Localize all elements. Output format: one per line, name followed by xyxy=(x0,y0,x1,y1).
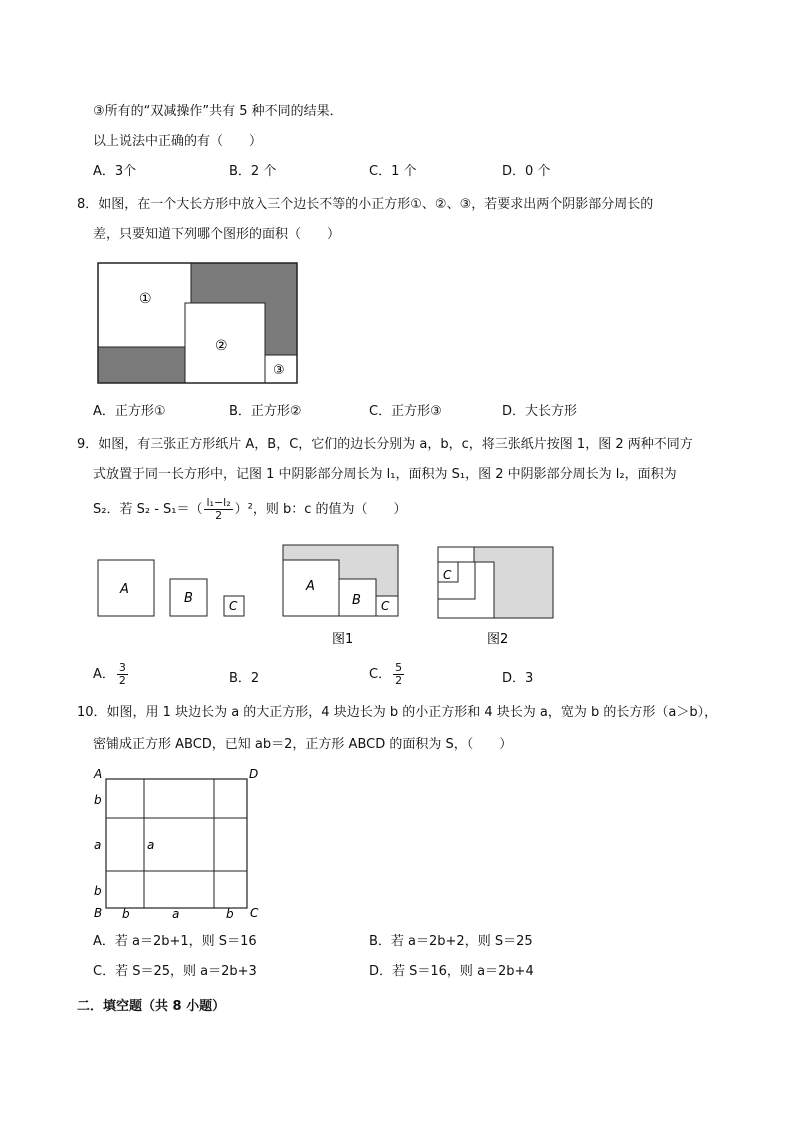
q9-option-a-fraction xyxy=(117,662,128,687)
q9-figure xyxy=(96,543,558,648)
q10-bottom-a: a xyxy=(172,907,180,921)
q10-label-d-corner: D xyxy=(249,767,259,781)
q9-square-a-label: A xyxy=(120,582,129,597)
q8-label-2: ② xyxy=(215,338,228,354)
q9-fraction-denominator: 2 xyxy=(215,509,223,522)
q7-option-d: D．0 个 xyxy=(502,164,551,179)
q10-option-d: D．若 S＝16，则 a＝2b+4 xyxy=(369,964,534,979)
q8-stem-line2: 差，只要知道下列哪个图形的面积（ ） xyxy=(93,227,341,242)
q10-bottom-b-left: b xyxy=(122,907,130,921)
q10-inner-a: a xyxy=(147,838,155,852)
q9-option-c xyxy=(369,662,406,687)
q9-fig1-label-c: C xyxy=(381,599,390,613)
q9-option-c-den: 2 xyxy=(395,674,403,687)
q8-figure xyxy=(97,262,299,385)
q9-option-a-prefix: A． xyxy=(93,667,115,682)
q9-square-c-label: C xyxy=(229,599,238,613)
q10-label-c-corner: C xyxy=(250,906,259,920)
q8-label-3: ③ xyxy=(273,363,285,378)
q9-option-b: B．2 xyxy=(229,671,260,686)
q10-outer-square xyxy=(106,779,247,908)
q9-line3-pre: S₂．若 S₂ - S₁＝（ xyxy=(93,502,203,517)
q9-fraction xyxy=(204,497,232,522)
q9-fig2-label-c: C xyxy=(443,568,452,582)
q9-stem-line1: 9．如图，有三张正方形纸片 A，B，C，它们的边长分别为 a，b，c，将三张纸片按图 1，图 2 两种不同方 xyxy=(77,437,693,452)
q10-option-b: B．若 a＝2b+2，则 S＝25 xyxy=(369,934,533,949)
q8-option-d: D．大长方形 xyxy=(502,404,578,419)
q9-fig1-label-b: B xyxy=(352,593,361,608)
q7-option-c: C．1 个 xyxy=(369,164,417,179)
q9-stem-line2: 式放置于同一长方形中，记图 1 中阴影部分周长为 l₁，面积为 S₁，图 2 中阴影部分周长为 l₂，面积为 xyxy=(93,467,677,482)
q7-statement-3: ③所有的“双减操作”共有 5 种不同的结果． xyxy=(93,104,343,119)
q9-option-d: D．3 xyxy=(502,671,534,686)
q9-stem-line3 xyxy=(93,496,407,524)
q8-label-1: ① xyxy=(139,291,152,307)
q9-fig2-caption: 图2 xyxy=(487,632,509,647)
q9-option-c-num: 5 xyxy=(395,661,403,674)
q10-left-a: a xyxy=(94,838,102,852)
q7-option-a: A．3个 xyxy=(93,164,137,179)
q9-option-a-den: 2 xyxy=(118,674,126,687)
q7-option-b: B．2 个 xyxy=(229,164,277,179)
q8-option-c: C．正方形③ xyxy=(369,404,442,419)
q8-stem-line1: 8．如图，在一个大长方形中放入三个边长不等的小正方形①、②、③，若要求出两个阴影部分周长的 xyxy=(77,197,654,212)
q10-stem-line1: 10．如图，用 1 块边长为 a 的大正方形，4 块边长为 b 的小正方形和 4 块长为 a，宽为 b 的长方形（a＞b）， xyxy=(77,705,718,720)
q10-label-b-corner: B xyxy=(94,906,103,920)
q10-option-c: C．若 S＝25，则 a＝2b+3 xyxy=(93,964,257,979)
q10-figure xyxy=(90,765,270,923)
section-2-title: 二．填空题（共 8 小题） xyxy=(77,999,226,1014)
q9-square-b-label: B xyxy=(184,591,193,606)
q9-fig1-caption: 图1 xyxy=(332,632,354,647)
q9-option-a-num: 3 xyxy=(118,661,126,674)
q9-fig2-square-c-top xyxy=(438,547,474,562)
q9-fraction-numerator: l₁−l₂ xyxy=(206,496,231,509)
q10-bottom-b-right: b xyxy=(226,907,234,921)
q8-option-a: A．正方形① xyxy=(93,404,166,419)
q10-left-b-bottom: b xyxy=(94,884,102,898)
q10-label-a-corner: A xyxy=(94,767,103,781)
q9-option-a xyxy=(93,662,130,687)
q10-option-a: A．若 a＝2b+1，则 S＝16 xyxy=(93,934,257,949)
q9-fig1-label-a: A xyxy=(306,579,315,594)
q9-option-c-fraction xyxy=(393,662,404,687)
q10-left-b-top: b xyxy=(94,793,102,807)
q8-shaded-bottom-left xyxy=(98,347,185,383)
q9-option-c-prefix: C． xyxy=(369,667,392,682)
q9-line3-post: ）²，则 b：c 的值为（ ） xyxy=(234,502,407,517)
q10-stem-line2: 密铺成正方形 ABCD，已知 ab＝2，正方形 ABCD 的面积为 S，（ ） xyxy=(93,737,513,752)
q7-conclusion: 以上说法中正确的有（ ） xyxy=(93,134,263,149)
q8-option-b: B．正方形② xyxy=(229,404,302,419)
